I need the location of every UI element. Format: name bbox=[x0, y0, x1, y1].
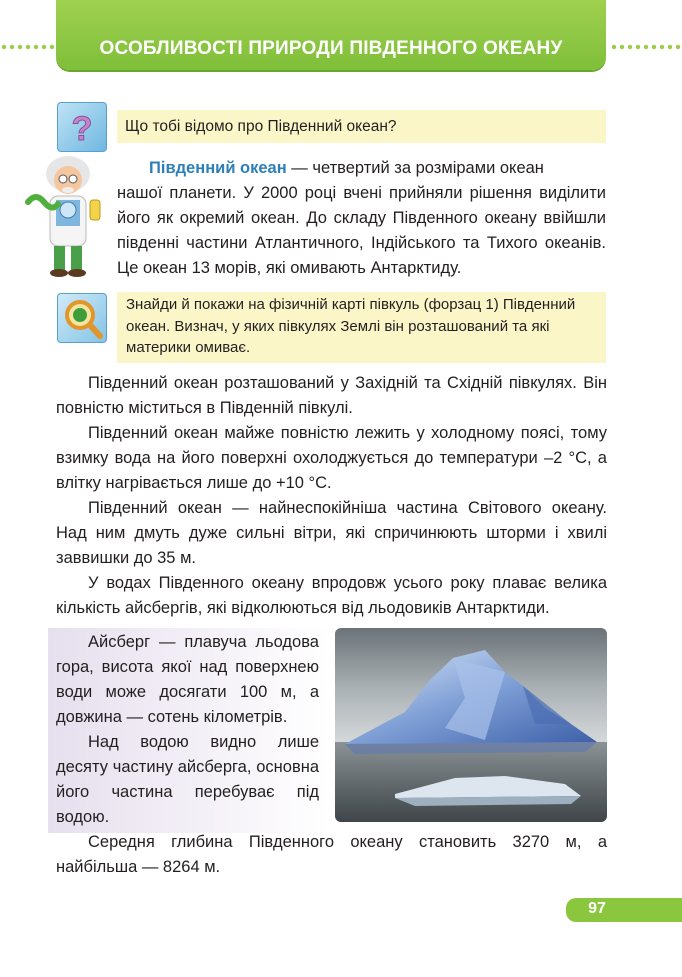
iceberg-definition: Айсберг — плавуча льодова гора, висота якої над поверхнею води може досягати 100 м, а довжина — сотень кілометрів. bbox=[56, 633, 319, 726]
task-bar bbox=[117, 292, 606, 363]
iceberg-underwater: Над водою видно лише десяту частину айсберга, основна його частина перебуває під водою. bbox=[56, 733, 319, 826]
header-dots-right bbox=[610, 44, 682, 50]
iceberg-photo bbox=[335, 628, 607, 822]
paragraph-location: Південний океан розташований у Західній та Східній півкулях. Він повністю міститься в Південній півкулі. bbox=[56, 374, 607, 417]
paragraph-icebergs: У водах Південного океану впродовж усього року плаває велика кількість айсбергів, які відколюються від льодовиків Антарктиди. bbox=[56, 574, 607, 617]
page-number-badge bbox=[566, 898, 682, 922]
intro-paragraph-rest: нашої планети. У 2000 році вчені прийняли рішення виділити його як окремий океан. До складу Південного океану ввійшли південні частини Атлантичного, Індійського та Тихого океанів. Це океан 13 морів, які омивають Антарктиду. bbox=[117, 184, 606, 277]
intro-paragraph bbox=[117, 156, 606, 181]
iceberg-text bbox=[56, 630, 319, 830]
paragraph-climate: Південний океан майже повністю лежить у холодному поясі, тому взимку вода на його поверхні охолоджується до температури –2 °С, а влітку нагрівається лише до +10 °С. bbox=[56, 424, 607, 492]
header-banner bbox=[56, 0, 606, 70]
intro-line1: — четвертий за розмірами океан bbox=[286, 159, 544, 177]
depth-text: Середня глибина Південного океану становить 3270 м, а найбільша — 8264 м. bbox=[56, 833, 607, 876]
page-number: 97 bbox=[588, 900, 606, 917]
page-title: ОСОБЛИВОСТІ ПРИРОДИ ПІВДЕННОГО ОКЕАНУ bbox=[99, 38, 563, 59]
header-dots-left bbox=[0, 44, 58, 50]
magnifier-icon bbox=[57, 293, 107, 343]
depth-paragraph bbox=[56, 830, 607, 880]
term-southern-ocean: Південний океан bbox=[149, 159, 287, 177]
task-text: Знайди й покажи на фізичній карті півкуль (форзац 1) Південний океан. Визнач, у яких півкулях Землі він розташований та які материки омиває. bbox=[126, 296, 576, 356]
question-text: Що тобі відомо про Південний океан? bbox=[125, 118, 397, 135]
question-bar bbox=[117, 110, 606, 143]
question-icon bbox=[57, 102, 107, 152]
main-text bbox=[56, 371, 607, 621]
svg-text:?: ? bbox=[71, 110, 93, 148]
professor-illustration bbox=[22, 152, 108, 282]
paragraph-winds: Південний океан — найнеспокійніша частина Світового океану. Над ним дмуть дуже сильні вітри, які спричинюють шторми і хвилі заввишки до 35 м. bbox=[56, 499, 607, 567]
